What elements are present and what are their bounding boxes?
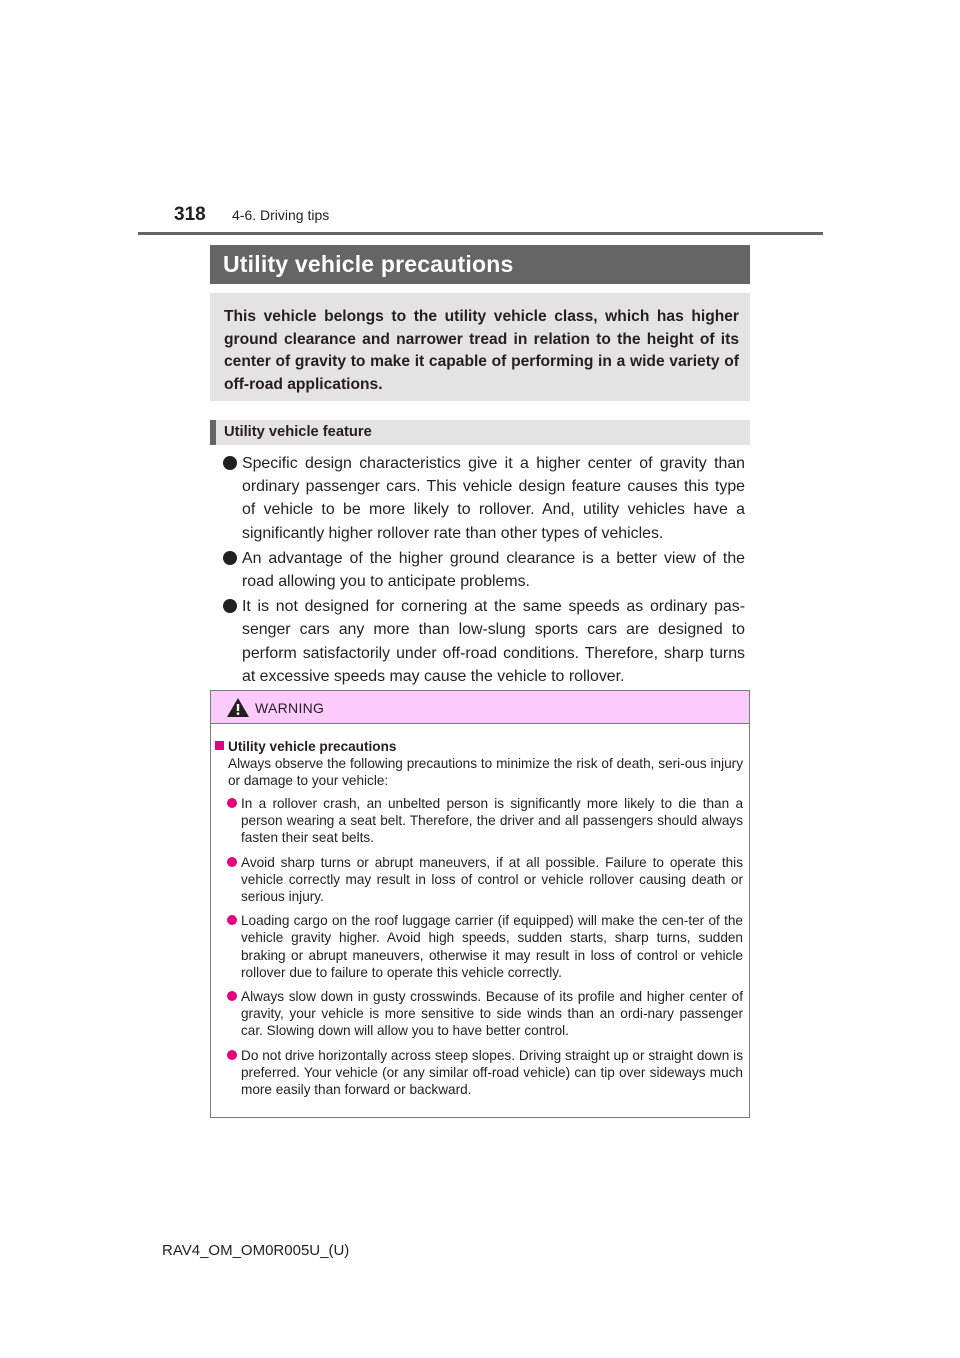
warning-item-text: In a rollover crash, an unbelted person is significantly more likely to die than a person wearing a seat belt. Therefore, the driver and all passengers should always fasten their seat belts. — [241, 796, 743, 846]
warning-intro: Always observe the following precautions to minimize the risk of death, seri-ous injury or damage to your vehicle: — [228, 756, 743, 788]
warning-item-text: Always slow down in gusty crosswinds. Because of its profile and higher center of gravity, your vehicle is more sensitive to side winds than an ordi-nary passenger car. Slowing down will allow you to have better control. — [241, 989, 743, 1039]
intro-text: This vehicle belongs to the utility vehicle class, which has higher ground clearance and narrower tread in relation to the height of its center of gravity to make it capable of performing in a wide variety of off-road applications. — [224, 308, 739, 394]
warning-item-text: Avoid sharp turns or abrupt maneuvers, if at all possible. Failure to operate this vehicle correctly may result in loss of control or vehicle rollover causing death or serious injury. — [241, 854, 743, 905]
warning-header — [211, 691, 749, 724]
warning-content — [215, 738, 743, 1105]
bullet-icon — [223, 456, 237, 470]
feature-text: Specific design characteristics give it a higher center of gravity than ordinary passenger cars. This vehicle design feature causes this type of vehicle to be more likely to rollover. And, utility vehicles have a significantly higher rollover rate than other types of vehicles. — [242, 455, 745, 542]
bullet-icon — [227, 1050, 237, 1060]
feature-heading — [210, 420, 750, 445]
warning-label: WARNING — [255, 700, 325, 716]
header-rule — [138, 232, 823, 235]
feature-text: An advantage of the higher ground clearance is a better view of the road allowing you to anticipate problems. — [242, 549, 745, 591]
feature-item — [215, 547, 745, 593]
warning-list — [215, 795, 743, 1098]
warning-item — [215, 854, 743, 906]
section-label: 4-6. Driving tips — [232, 207, 330, 223]
feature-list — [215, 452, 745, 690]
warning-item — [215, 795, 743, 847]
page-title: Utility vehicle precautions — [223, 251, 514, 277]
warning-title-text: Utility vehicle precautions — [228, 739, 397, 754]
warning-item — [215, 1047, 743, 1099]
bullet-icon — [227, 798, 237, 808]
feature-item — [215, 452, 745, 545]
warning-item-text: Do not drive horizontally across steep slopes. Driving straight up or straight down is preferred. Your vehicle (or any similar off-road vehicle) can tip over sideways much more easily than forward or backward. — [241, 1047, 743, 1098]
warning-title — [215, 738, 743, 755]
bullet-icon — [223, 551, 237, 565]
warning-box — [210, 690, 750, 1118]
feature-text: It is not designed for cornering at the same speeds as ordinary pas-senger cars any more than low-slung sports cars are designed to perform satisfactorily under off-road conditions. Therefore, sharp turns at excessive speeds may cause the vehicle to rollover. — [242, 598, 745, 685]
warning-item-text: Loading cargo on the roof luggage carrier (if equipped) will make the cen-ter of the vehicle gravity higher. Avoid high speeds, sudden starts, sharp turns, sudden braking or abrupt maneuvers, otherwise it may result in loss of control or vehicle rollover due to failure to operate this vehicle correctly. — [241, 913, 743, 980]
bullet-icon — [227, 915, 237, 925]
footer-doc-code: RAV4_OM_OM0R005U_(U) — [162, 1242, 350, 1259]
title-bar — [210, 245, 750, 284]
bullet-icon — [227, 991, 237, 1001]
warning-item — [215, 912, 743, 981]
bullet-icon — [227, 857, 237, 867]
feature-heading-text: Utility vehicle feature — [224, 424, 372, 440]
page-number: 318 — [174, 204, 206, 225]
square-bullet-icon — [215, 741, 224, 750]
intro-box — [210, 293, 750, 401]
bullet-icon — [223, 599, 237, 613]
feature-item — [215, 595, 745, 688]
warning-triangle-icon — [227, 698, 249, 717]
warning-item — [215, 988, 743, 1040]
